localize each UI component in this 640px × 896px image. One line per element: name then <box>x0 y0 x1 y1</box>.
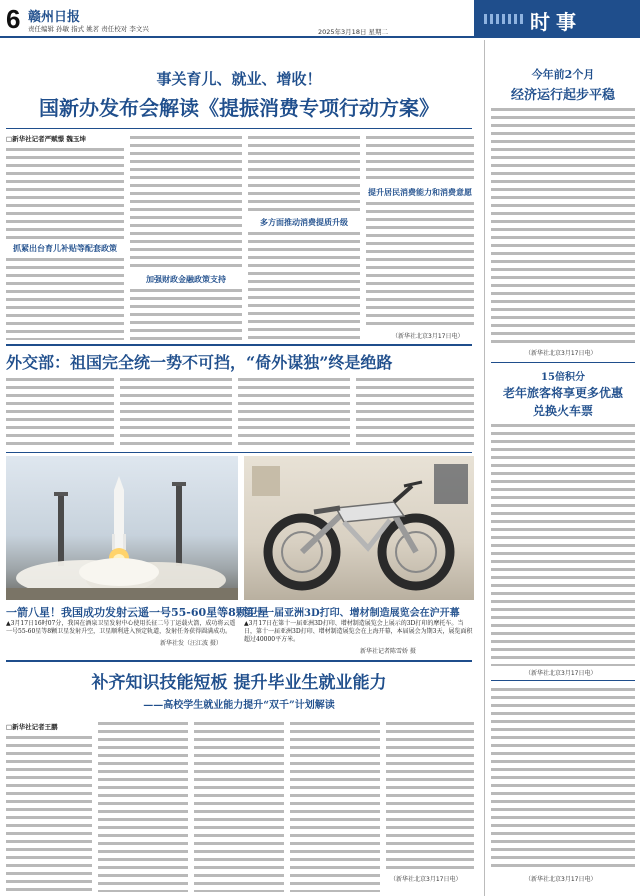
second-text-col4 <box>356 376 474 448</box>
sidebar-story2-kicker: 15倍积分 <box>541 372 585 383</box>
section-divider-3 <box>6 660 472 662</box>
lead-subhead-1: 抓紧出台育儿补贴等配套政策 <box>13 243 117 253</box>
bottom-headline: 补齐知识技能短板 提升毕业生就业能力 <box>91 673 387 693</box>
photo1-caption: ▲3月17日16时07分，我国在酒泉卫星发射中心使用长征二号丁运载火箭，成功将云遥一号55-60星等8颗卫星发射升空，卫星顺利进入预定轨道，发射任务获得圆满成功。 <box>6 620 236 635</box>
section-divider-1 <box>6 344 472 346</box>
lead-text-col2b <box>130 287 242 340</box>
sidebar-story2-text <box>491 422 635 666</box>
sidebar-story3-text <box>491 686 635 872</box>
lead-subhead-3: 多方面推动消费提质升级 <box>260 217 348 227</box>
decorative-bars-icon <box>484 14 524 24</box>
sidebar-story2-credit: （新华社北京3月17日电） <box>525 670 597 677</box>
section-divider-2 <box>6 452 472 453</box>
lead-credit: （新华社北京3月17日电） <box>392 333 464 340</box>
lead-text-col1b <box>6 256 124 340</box>
lead-text-col1a <box>6 146 124 240</box>
paper-name: 赣州日报 <box>28 10 81 25</box>
second-text-col3 <box>238 376 350 448</box>
bottom-text-col4 <box>290 720 380 892</box>
photo1-credit: 新华社发（汪江波 摄） <box>160 640 222 647</box>
lead-kicker: 事关育儿、就业、增收！ <box>156 70 322 88</box>
lead-rule <box>6 128 472 129</box>
photo2-credit: 新华社记者陈雪娇 摄 <box>360 648 416 655</box>
sidebar-story1-credit: （新华社北京3月17日电） <box>525 350 597 357</box>
lead-headline: 国新办发布会解读《提振消费专项行动方案》 <box>39 96 439 120</box>
bottom-credit: （新华社北京3月17日电） <box>390 876 462 883</box>
sidebar-story1-headline: 经济运行起步平稳 <box>510 88 615 103</box>
photo2-title: 第十一届亚洲3D打印、增材制造展览会在沪开幕 <box>244 608 460 619</box>
motorcycle-photo <box>244 456 474 600</box>
photo2-caption: ▲3月17日在第十一届亚洲3D打印、增材制造展览会上展示的3D打印的摩托车。当日，第十一届亚洲3D打印、增材制造展览会在上海开幕，本届展会为期3天，展览面积超过40000平方米。 <box>244 620 473 643</box>
masthead <box>0 0 640 38</box>
bottom-text-col5 <box>386 720 474 870</box>
bottom-byline: □新华社记者王鹏 <box>6 723 58 731</box>
lead-text-col3b <box>248 230 360 340</box>
photo1-title: 一箭八星！我国成功发射云遥一号55-60星等8颗卫星 <box>6 606 269 619</box>
second-text-col1 <box>6 376 114 448</box>
motorcycle-illustration <box>244 456 474 600</box>
sidebar-story2-headline2: 兑换火车票 <box>532 404 593 418</box>
issue-date: 2025年3月18日 星期二 <box>318 28 389 36</box>
lead-byline: □新华社记者严赋憬 魏玉坤 <box>6 135 86 143</box>
rocket-launch-photo <box>6 456 238 600</box>
sidebar-story3-credit: （新华社北京3月17日电） <box>525 876 597 883</box>
lead-subhead-2: 加强财政金融政策支持 <box>146 274 226 284</box>
sidebar-story1-kicker: 今年前2个月 <box>531 68 595 81</box>
lead-text-col2a <box>130 134 242 270</box>
lead-subhead-4: 提升居民消费能力和消费意愿 <box>368 187 472 197</box>
bottom-subheadline: ——高校学生就业能力提升“双千”计划解读 <box>143 700 335 711</box>
section-tab <box>474 0 640 38</box>
bottom-text-col3 <box>194 720 284 892</box>
lead-text-col3a <box>248 134 360 214</box>
sidebar-story1-text <box>491 106 635 346</box>
lead-text-col4b <box>366 200 474 330</box>
rocket-illustration <box>6 456 238 600</box>
second-headline: 外交部：祖国完全统一势不可挡，“倚外谋独”终是绝路 <box>6 353 393 372</box>
sidebar-divider-2 <box>491 680 635 681</box>
page-number: 6 <box>6 4 21 34</box>
sidebar-column <box>484 40 640 896</box>
sidebar-divider-1 <box>491 362 635 363</box>
editors-line: 责任编辑 孙敏 指式 姚茗 责任校对 李文兴 <box>28 25 149 33</box>
section-name: 时事 <box>530 10 582 34</box>
bottom-text-col1 <box>6 734 92 892</box>
second-text-col2 <box>120 376 232 448</box>
lead-text-col4a <box>366 134 474 184</box>
sidebar-story2-headline1: 老年旅客将享更多优惠 <box>502 386 623 400</box>
bottom-text-col2 <box>98 720 188 892</box>
